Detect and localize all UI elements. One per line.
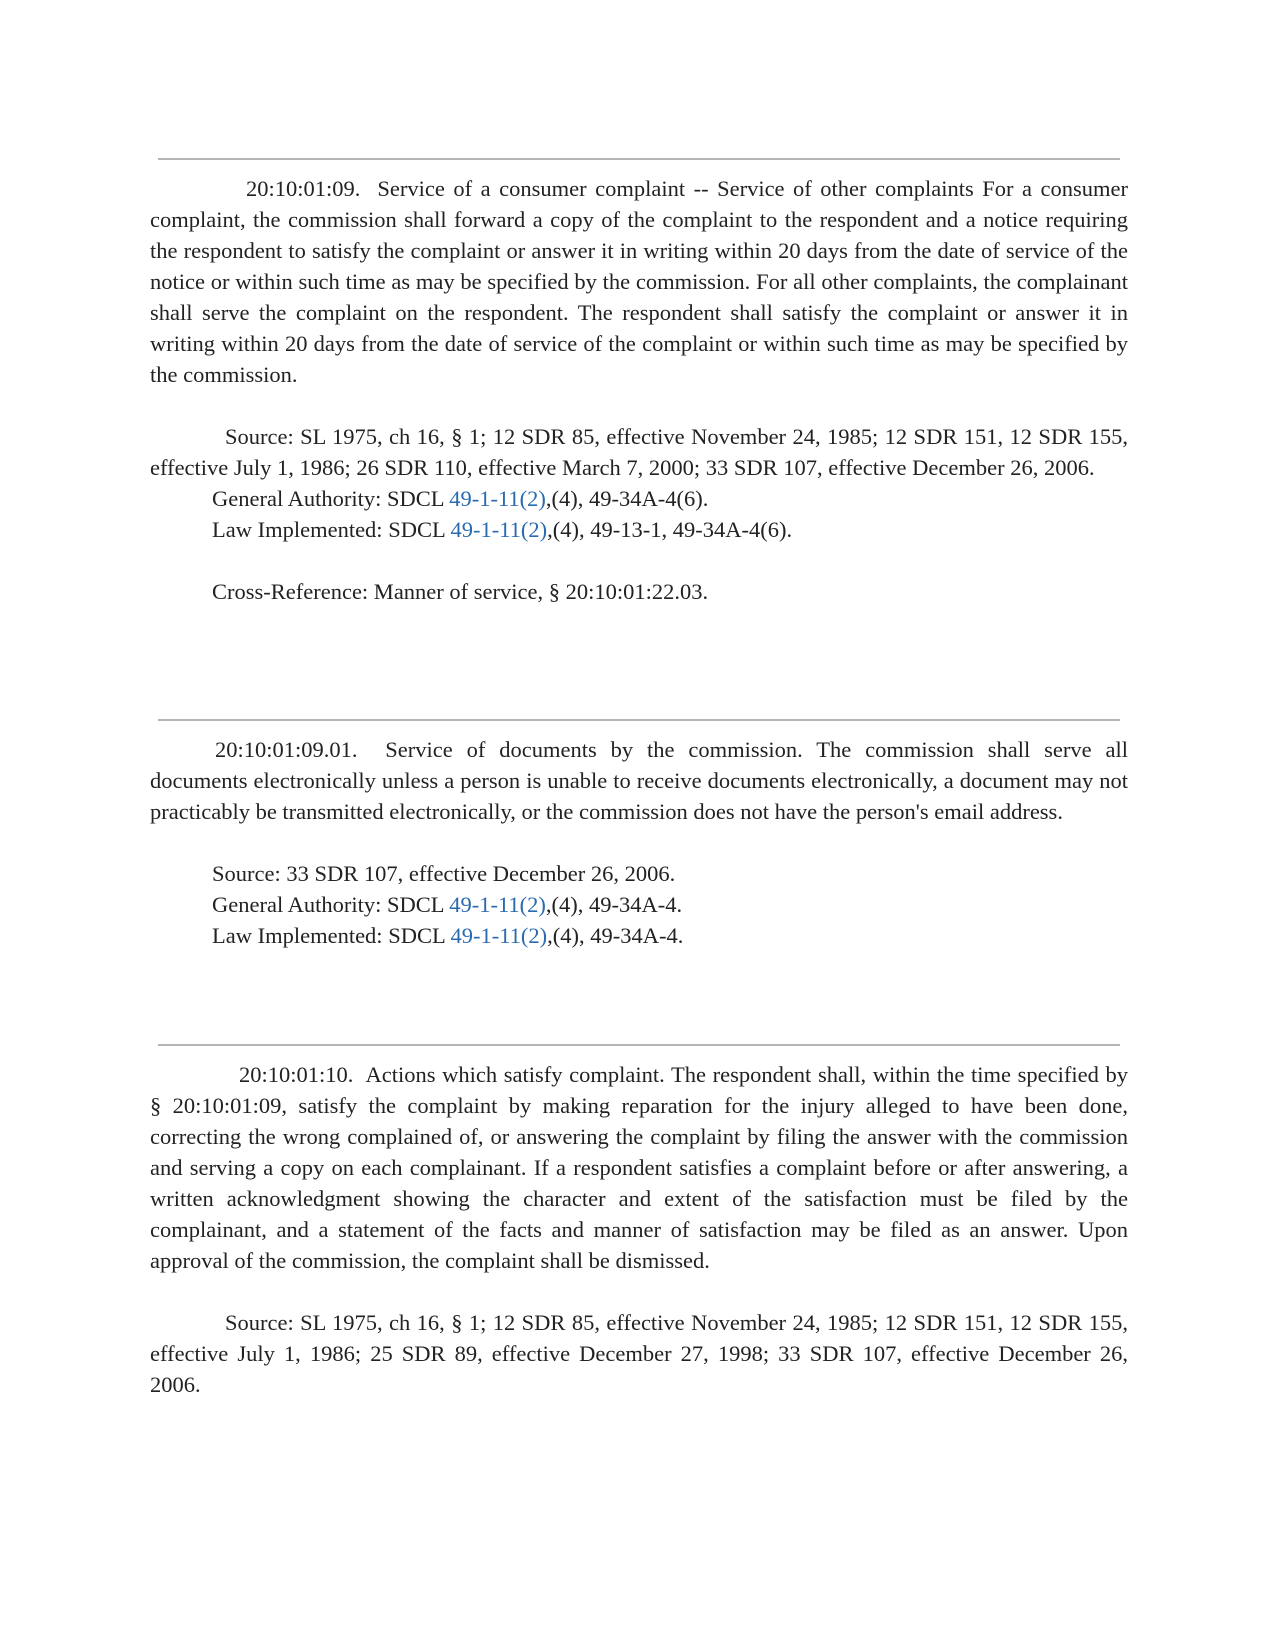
section-divider — [158, 719, 1120, 721]
section-body: Service of documents by the commission. The commission shall serve all documents electronically unless a person is unable to receive documents electronically, a document may not practicably be transmitted electronically, or the commission does not have the person's email address. — [150, 737, 1129, 824]
general-authority: General Authority: SDCL 49-1-11(2),(4), 49-34A-4(6). — [212, 486, 709, 511]
sdcl-link[interactable]: 49-1-11(2) — [450, 517, 548, 542]
sdcl-link[interactable]: 49-1-11(2) — [449, 486, 546, 511]
section-text — [150, 734, 1128, 827]
section-divider — [158, 158, 1120, 160]
section-20-10-01-10 — [150, 1044, 1128, 1400]
section-divider — [158, 1044, 1120, 1046]
law-implemented: Law Implemented: SDCL 49-1-11(2),(4), 49-13-1, 49-34A-4(6). — [212, 517, 793, 542]
law-implemented: Law Implemented: SDCL 49-1-11(2),(4), 49-34A-4. — [212, 923, 684, 948]
section-body: Service of a consumer complaint -- Service of other complaints For a consumer complaint, the commission shall forward a copy of the complaint to the respondent and a notice requiring the respondent to satisfy the complaint or answer it in writing within 20 days from the date of service of the notice or within such time as may be specified by the commission. For all other complaints, the complainant shall serve the complaint on the respondent. The respondent shall satisfy the complaint or answer it in writing within 20 days from the date of service of the complaint or within such time as may be specified by the commission. — [150, 176, 1128, 387]
source-note: Source: SL 1975, ch 16, § 1; 12 SDR 85, effective November 24, 1985; 12 SDR 151, 12 SDR 155, effective July 1, 1986; 26 SDR 110, effective March 7, 2000; 33 SDR 107, effective December 26, 2006. — [150, 424, 1128, 480]
section-number: 20:10:01:09.01. — [215, 737, 358, 762]
general-authority: General Authority: SDCL 49-1-11(2),(4), 49-34A-4. — [212, 892, 683, 917]
sdcl-link[interactable]: 49-1-11(2) — [449, 892, 546, 917]
section-20-10-01-09-01 — [150, 719, 1128, 951]
section-body: Actions which satisfy complaint. The respondent shall, within the time specified by § 20:10:01:09, satisfy the complaint by making reparation for the injury alleged to have been done, correcting the wrong complained of, or answering the complaint by filing the answer with the commission and serving a copy on each complainant. If a respondent satisfies a complaint before or after answering, a written acknowledgment showing the character and extent of the satisfaction must be filed by the complainant, and a statement of the facts and manner of satisfaction may be filed as an answer. Upon approval of the commission, the complaint shall be dismissed. — [150, 1062, 1129, 1273]
section-text — [150, 173, 1128, 390]
section-number: 20:10:01:10. — [239, 1062, 354, 1087]
cross-reference: Cross-Reference: Manner of service, § 20:10:01:22.03. — [212, 579, 709, 604]
source-note: Source: SL 1975, ch 16, § 1; 12 SDR 85, effective November 24, 1985; 12 SDR 151, 12 SDR 155, effective July 1, 1986; 25 SDR 89, effective December 27, 1998; 33 SDR 107, effective December 26, 2006. — [150, 1310, 1128, 1397]
source-note: Source: 33 SDR 107, effective December 26, 2006. — [212, 861, 676, 886]
sdcl-link[interactable]: 49-1-11(2) — [450, 923, 548, 948]
section-number: 20:10:01:09. — [246, 176, 361, 201]
section-text — [150, 1059, 1128, 1276]
section-20-10-01-09 — [150, 158, 1128, 607]
